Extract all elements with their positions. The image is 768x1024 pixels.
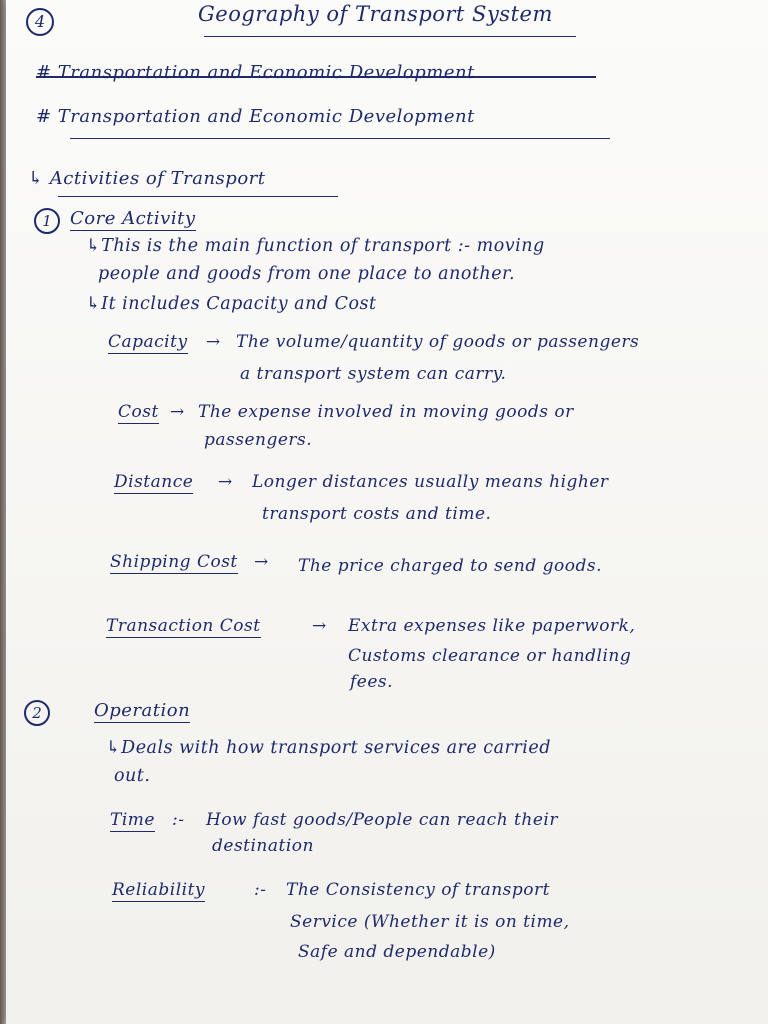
operation-number-circle: 2 (24, 700, 50, 726)
transaction-cost-line3: fees. (350, 672, 394, 692)
reliability-separator: :- (254, 880, 267, 900)
operation-title: Operation (94, 700, 191, 721)
cost-arrow: → (170, 402, 185, 422)
notebook-page (6, 0, 768, 1024)
distance-arrow: → (218, 472, 233, 492)
reliability-line3: Safe and dependable) (298, 942, 496, 962)
time-line2: destination (212, 836, 314, 856)
capacity-line1: The volume/quantity of goods or passengers (236, 332, 640, 352)
transaction-cost-arrow: → (312, 616, 327, 636)
reliability-line1: The Consistency of transport (286, 880, 550, 900)
time-separator: :- (172, 810, 185, 830)
transaction-cost-term: Transaction Cost (106, 616, 261, 636)
title-underline (204, 36, 576, 37)
shipping-cost-term: Shipping Cost (110, 552, 238, 572)
core-bullet-1-line1: ↳This is the main function of transport :- moving (86, 236, 545, 256)
transaction-cost-line1: Extra expenses like paperwork, (348, 616, 636, 636)
time-term: Time (110, 810, 155, 830)
section-heading: # Transportation and Economic Development (36, 106, 475, 127)
shipping-cost-arrow: → (254, 552, 269, 572)
sub-heading: ↳ Activities of Transport (28, 168, 266, 189)
reliability-line2: Service (Whether it is on time, (290, 912, 570, 932)
distance-term: Distance (114, 472, 194, 492)
operation-bullet-line2: out. (114, 766, 151, 786)
core-bullet-1-line2: people and goods from one place to another. (98, 264, 516, 284)
shipping-cost-line1: The price charged to send goods. (298, 556, 602, 576)
cost-line1: The expense involved in moving goods or (198, 402, 574, 422)
operation-bullet-line1: ↳Deals with how transport services are carried (106, 738, 551, 758)
reliability-term: Reliability (112, 880, 205, 900)
cost-term: Cost (118, 402, 159, 422)
capacity-arrow: → (206, 332, 221, 352)
cost-line2: passengers. (204, 430, 313, 450)
heading-underline (70, 138, 610, 139)
transaction-cost-line2: Customs clearance or handling (348, 646, 632, 666)
core-activity-title: Core Activity (70, 208, 196, 229)
core-bullet-2: ↳It includes Capacity and Cost (86, 294, 377, 314)
struck-heading: # Transportation and Economic Development (36, 62, 475, 83)
sub-heading-underline (58, 196, 338, 197)
distance-line2: transport costs and time. (262, 504, 492, 524)
time-line1: How fast goods/People can reach their (206, 810, 558, 830)
page-number-badge: 4 (26, 8, 54, 36)
distance-line1: Longer distances usually means higher (252, 472, 609, 492)
page-title: Geography of Transport System (198, 2, 553, 26)
heading-strikethrough (36, 76, 596, 78)
capacity-term: Capacity (108, 332, 188, 352)
capacity-line2: a transport system can carry. (240, 364, 507, 384)
core-number-circle: 1 (34, 208, 60, 234)
